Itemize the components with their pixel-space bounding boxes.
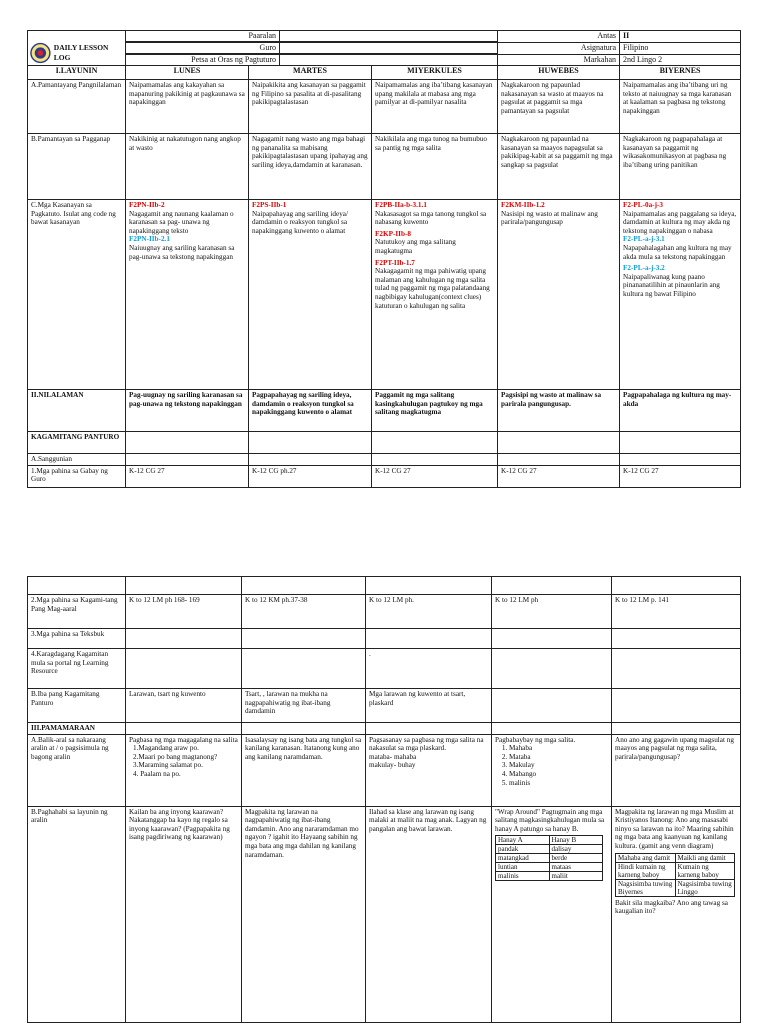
table-row <box>496 872 603 881</box>
header-left-block-2 <box>126 43 498 55</box>
row-balik-aral <box>28 734 741 806</box>
row-label-kagamitang-pahina: 2.Mga pahina sa Kagami-tang Pang Mag-aaral <box>28 595 126 629</box>
cell-gabay-1: K-12 CG 27 <box>126 465 249 487</box>
row-label-pamamaraan: III.PAMAMARAAN <box>28 723 126 735</box>
competency-code: F2-PL-a-j-3.2 <box>623 264 665 273</box>
cell-kp-4: K to 12 LM ph <box>492 595 612 629</box>
cell-b-5: Nagkakaroon ng pagpapahalaga at kasanayan sa paggamit ng wikasakomunikasyon at pagbasa ng iba’tibang uring panitikan <box>620 134 741 200</box>
cell-kp-1: K to 12 LM ph 168- 169 <box>126 595 242 629</box>
competency-code: F2PT-IIb-1.7 <box>375 258 415 267</box>
field-value-paaralan <box>280 31 497 41</box>
cell-kp-3: K to 12 LM ph. <box>366 595 492 629</box>
row-label-balik-aral: A.Balik-aral sa nakaraang aralin at / o pagsisimula ng bagong aralin <box>28 734 126 806</box>
row-label-c: C.Mga Kasanayan sa Pagkatuto. Isulat ang code ng bawat kasanayan <box>28 200 126 390</box>
field-value-antas: II <box>620 31 741 43</box>
cell-gabay-5: K-12 CG 27 <box>620 465 741 487</box>
cell-paghahabi-1: Kailan ba ang inyong kaarawan? Nakatanggap ba kayo ng regalo sa inyong kaarawan? (Pagpapakita ng isang pagdiriwang ng kaarawan) <box>126 806 242 1022</box>
list-item: 3.Maraming salamat po. <box>133 761 203 770</box>
row-paghahabi <box>28 806 741 1022</box>
day-header-huwebes: HUWEBES <box>498 66 620 80</box>
row-pamantayang-pangnilalaman <box>28 80 741 134</box>
competency-code: F2-PL-0a-j-3 <box>623 201 663 209</box>
deped-seal-icon <box>30 42 51 64</box>
day-header-martes: MARTES <box>249 66 372 80</box>
list-item: mataba- mahaba <box>369 752 417 761</box>
cell-gabay-3: K-12 CG 27 <box>372 465 498 487</box>
day-header-miyerkules: MIYERKULES <box>372 66 498 80</box>
row-label-kagamitan: KAGAMITANG PANTURO <box>28 432 126 454</box>
competency-text: Naipamamalas ang paggalang sa ideya, damdamin at kultura ng may akda ng tekstong napakinggan o nabasa <box>623 209 737 235</box>
list-item: 4. Mabango <box>509 770 608 779</box>
row-blank <box>28 577 741 595</box>
field-value-asignatura: Filipino <box>620 43 741 55</box>
competency-text: Nasisipi ng wasto at malinaw ang parirala/pangungusap <box>501 209 598 227</box>
competency-code: F2-PL-a-j-3.1 <box>623 235 665 244</box>
balik-aral-intro: Pagbabaybay ng mga salita. <box>495 735 576 744</box>
table-row <box>496 845 603 854</box>
row-pamamaraan <box>28 723 741 735</box>
field-label-asignatura: Asignatura <box>498 43 620 55</box>
cell-b-2: Nagagamit nang wasto ang mga bahagi ng pananalita sa mabisang pakikipagtalastasan upang ipahayag ang sariling ideya,damdamin at karanasan. <box>249 134 372 200</box>
table-cell: dalisay <box>549 845 603 854</box>
paghahabi-intro: "Wrap Around" Pagtugmain ang mga salitang magkasingkahulugan mula sa hanay A patungo sa hanay B. <box>495 807 605 833</box>
cell-nilalaman-3: Paggamit ng mga salitang kasingkahulugan pagtukoy ng mga salitang magkatugma <box>372 390 498 432</box>
competency-text: Naipapahayag ang sariling ideya/ damdamin o reaksyon tungkol sa napakinggang kuwento o alamat <box>252 209 348 235</box>
field-value-markahan: 2nd Lingo 2 <box>620 55 741 66</box>
deped-header-cell <box>28 31 126 66</box>
cell-nilalaman-5: Pagpapahalaga ng kultura ng may- akda <box>620 390 741 432</box>
table-cell: Nagsisimba tuwing Biyernes <box>616 879 676 896</box>
header-left-block <box>126 31 498 43</box>
cell-c-5 <box>620 200 741 390</box>
competency-text: Naiuugnay ang sariling karanasan sa pag-unawa sa tekstong napakinggan <box>129 243 235 261</box>
row-label-layunin: I.LAYUNIN <box>28 66 126 80</box>
table-cell: Nagsisimba tuwing Linggo <box>675 879 735 896</box>
list-item: 2.Maari po bang magtanong? <box>133 752 218 761</box>
competency-text: Nakagagamit ng mga pahiwatig upang malaman ang kahulugan ng mga salita tulad ng paggamit ng mga palatandaang nagbibigay kahulugan(context clues) katuturan o kahulugan ng salita <box>375 267 490 310</box>
competency-text: Naipapaliwanag kung paano pinananatilihin at pinaunlarin ang kultura ng bawat Filipino <box>623 272 720 298</box>
list-item: 1. Mahaba <box>509 744 608 753</box>
field-label-paaralan: Paaralan <box>126 31 280 41</box>
competency-text: Nagagamit ang naunang kaalaman o karanasan sa pag- unawa ng napakinggang teksto <box>129 209 234 235</box>
day-header-biyernes: BIYERNES <box>620 66 741 80</box>
cell-paghahabi-4 <box>492 806 612 1022</box>
cell-gabay-4: K-12 CG 27 <box>498 465 620 487</box>
balik-aral-intro: Pagbasa ng mga magagalang na salita <box>129 735 238 744</box>
header-left-block-3 <box>126 55 498 66</box>
row-teksbuk <box>28 629 741 649</box>
cell-kp-2: K to 12 KM ph.37-38 <box>242 595 366 629</box>
cell-nilalaman-4: Pagsisipi ng wasto at malinaw sa parirala pangungusap. <box>498 390 620 432</box>
competency-code: F2PB-IIa-b-3.1.1 <box>375 201 427 209</box>
cell-balik-aral-1 <box>126 734 242 806</box>
row-label-a: A.Pamantayang Pangnilalaman <box>28 80 126 134</box>
cell-gabay-2: K-12 CG ph.27 <box>249 465 372 487</box>
row-label-gabay: 1.Mga pahina sa Gabay ng Guro <box>28 465 126 487</box>
cell-karagdagang-3: . <box>366 649 492 689</box>
field-label-markahan: Markahan <box>498 55 620 66</box>
cell-nilalaman-1: Pag-uugnay ng sariling karanasan sa pag-unawa ng tekstong napakinggan <box>126 390 249 432</box>
hanay-table <box>495 835 603 881</box>
row-nilalaman <box>28 390 741 432</box>
list-item: 4. Paalam na po. <box>133 769 181 778</box>
row-label-sanggunian: A.Sanggunian <box>28 454 126 466</box>
table-cell: Maikli ang damit <box>675 853 735 862</box>
cell-balik-aral-2: Isasalaysay ng isang bata ang tungkol sa kanilang karanasan. Itatanong kung ano ang kanilang naramdaman. <box>242 734 366 806</box>
table-cell: berde <box>549 854 603 863</box>
row-label-nilalaman: II.NILALAMAN <box>28 390 126 432</box>
competency-code: F2PN-IIb-2 <box>129 201 165 209</box>
cell-a-4: Nagkakaroon ng papaunlad nakasanayan sa wasto at maayos na pagsulat at paggamit sa mga pamantayan sa pagsulat <box>498 80 620 134</box>
kultura-table <box>615 853 735 897</box>
competency-code: F2PS-IIb-1 <box>252 201 287 209</box>
cell-b-4: Nagkakaroon ng papaunlad na kasanayan sa maayos napagsulat sa pakikipag-kabit at sa paggamit ng mga sangkap sa pagsulat <box>498 134 620 200</box>
row-pamantayan-sa-pagganap <box>28 134 741 200</box>
cell-a-2: Naipakikita ang kasanayan sa paggamit ng Filipino sa pasalita at di-pasalitang pakikipagtalastasan <box>249 80 372 134</box>
list-item: makulay- buhay <box>369 761 416 770</box>
row-label-paghahabi: B.Paghahabi sa layunin ng aralin <box>28 806 126 1022</box>
competency-text: Natutukoy ang mga salitang magkatugma <box>375 238 456 255</box>
competency-text: Nakasasagot sa mga tanong tungkol sa nabasang kuwento <box>375 209 487 227</box>
competency-text: Napapahalagahan ang kultura ng may akda mula sa tekstong napakinggan <box>623 243 732 261</box>
lesson-log-table-bottom <box>27 576 741 1023</box>
row-kagamitang-panturo <box>28 432 741 454</box>
cell-kp-5: K to 12 LM p. 141 <box>612 595 741 629</box>
list-item: 1.Magandang araw po. <box>133 744 199 753</box>
field-label-guro: Guro <box>126 43 280 53</box>
cell-paghahabi-3: Ilahad sa klase ang larawan ng isang malaki at maliit na mag anak. Lagyan ng pangalan ang bawat larawan. <box>366 806 492 1022</box>
row-iba-pang-kagamitan <box>28 689 741 723</box>
field-label-antas: Antas <box>498 31 620 43</box>
row-karagdagang-kagamitan <box>28 649 741 689</box>
table-cell: pandak <box>496 845 550 854</box>
field-value-petsa <box>280 55 497 65</box>
balik-aral-text: Pagsasanay sa pagbasa ng mga salita na nakasulat sa mga plaskard. <box>369 735 484 753</box>
table-cell: luntian <box>496 863 550 872</box>
cell-nilalaman-2: Pagpapahayag ng sariling ideya, damdamin o reaksyon tungkol sa napakinggang kuwento o alamat <box>249 390 372 432</box>
cell-b-1: Nakikinig at nakatutugon nang angkop at wasto <box>126 134 249 200</box>
cell-balik-aral-4 <box>492 734 612 806</box>
row-mga-kasanayan <box>28 200 741 390</box>
day-header-lunes: LUNES <box>126 66 249 80</box>
lesson-log-table-top <box>27 30 741 488</box>
table-cell: Mahaba ang damit <box>616 853 676 862</box>
cell-balik-aral-3 <box>366 734 492 806</box>
cell-iba-3: Mga larawan ng kuwento at tsart, plaskard <box>366 689 492 723</box>
paghahabi-intro: Magpakita ng larawan ng mga Muslim at Kristiyanos Itanong: Ano ang masasabi ninyo sa larawan na ito? Maaring sabihin ng mga bata ang kaanyuan ng kanilang kultura. (gamit ang venn diagram) <box>615 807 734 850</box>
cell-a-1: Naipamamalas ang kakayahan sa mapanuring pakikinig at pagkaunawa sa napakinggan <box>126 80 249 134</box>
competency-code: F2PN-IIb-2.1 <box>129 235 170 244</box>
cell-balik-aral-5: Ano ano ang gagawin upang magsulat ng maayos ang pagsulat ng mga salita, parirala/pangungusap? <box>612 734 741 806</box>
table-row <box>496 863 603 872</box>
cell-paghahabi-2: Magpakita ng larawan na nagpapahiwatig ng ibat-ibang damdamin. Ano ang nararamdaman mo ngayon ? igahit ito Hayaang sabihin ng mga bata ang mga dahilan ng kanilang naramdaman. <box>242 806 366 1022</box>
row-sanggunian <box>28 454 741 466</box>
list-item: 3. Makulay <box>509 761 608 770</box>
cell-c-3 <box>372 200 498 390</box>
lesson-log-title: DAILY LESSON LOG <box>53 43 109 62</box>
cell-c-4 <box>498 200 620 390</box>
row-gabay-ng-guro <box>28 465 741 487</box>
competency-code: F2KP-IIb-8 <box>375 229 411 238</box>
cell-iba-2: Tsart, , larawan na mukha na nagpapahiwatig ng ibat-ibang damdamin <box>242 689 366 723</box>
paghahabi-outro: Bakit sila magkaiba? Ano ang tawag sa kaugalian ito? <box>615 898 728 916</box>
table-row <box>616 862 735 879</box>
row-label-iba-pang: B.Iba pang Kagamitang Panturo <box>28 689 126 723</box>
table-cell: malinis <box>496 872 550 881</box>
cell-b-3: Nakikilala ang mga tunog na bumubuo sa pantig ng mga salita <box>372 134 498 200</box>
table-cell: matangkad <box>496 854 550 863</box>
table-cell: mataas <box>549 863 603 872</box>
table-header: Hanay A <box>496 836 550 845</box>
row-label-karagdagang: 4.Karagdagang Kagamitan mula sa portal ng Learning Resource <box>28 649 126 689</box>
cell-c-1 <box>126 200 249 390</box>
table-header: Hanay B <box>549 836 603 845</box>
spelling-list <box>495 744 608 787</box>
cell-paghahabi-5 <box>612 806 741 1022</box>
table-row <box>496 854 603 863</box>
table-cell: Kumain ng karneng baboy <box>675 862 735 879</box>
list-item: 2. Mataba <box>509 753 608 762</box>
table-cell: Hindi kumain ng karneng baboy <box>616 862 676 879</box>
competency-code: F2KM-IIb-1.2 <box>501 201 545 209</box>
table-row <box>616 853 735 862</box>
field-value-guro <box>280 43 497 53</box>
cell-c-2 <box>249 200 372 390</box>
cell-iba-1: Larawan, tsart ng kuwento <box>126 689 242 723</box>
field-label-petsa: Petsa at Oras ng Pagtuturo <box>126 55 280 65</box>
cell-a-5: Naipamamalas ang iba’tibang uri ng teksto at naiuugnay sa mga karanasan at kaalaman sa pagbasa ng tekstong napakinggan <box>620 80 741 134</box>
row-label-b: B.Pamantayan sa Pagganap <box>28 134 126 200</box>
table-cell: maliit <box>549 872 603 881</box>
row-label-teksbuk: 3.Mga pahina sa Teksbuk <box>28 629 126 649</box>
cell-a-3: Naipamamalas ang iba’tibang kasanayan upang makilala at mabasa ang mga pamilyar at di-pamilyar nasalita <box>372 80 498 134</box>
row-kagamitang-pahina <box>28 595 741 629</box>
list-item: 5. malinis <box>509 779 608 788</box>
table-row <box>616 879 735 896</box>
